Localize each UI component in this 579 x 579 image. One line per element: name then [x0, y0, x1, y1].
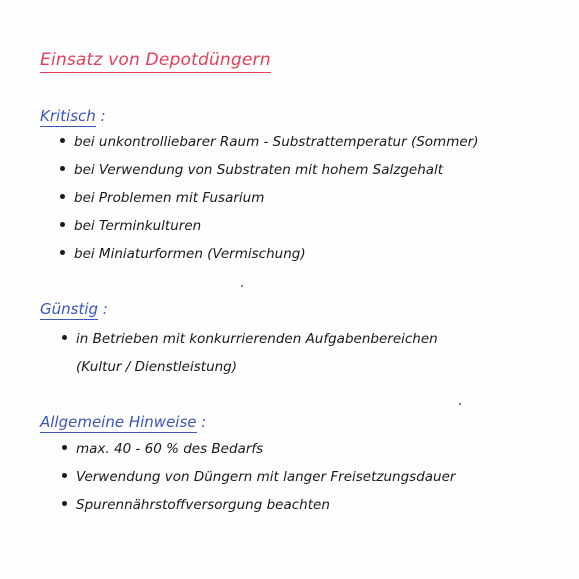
list-item: [60, 134, 478, 150]
list-item-text: bei Problemen mit Fusarium: [74, 190, 265, 206]
section-heading-allgemeine-hinweise: [40, 413, 206, 431]
list-item: [60, 218, 201, 234]
list-item-text: in Betrieben mit konkurrierenden Aufgabenbereichen: [76, 331, 438, 347]
bullet-icon: [60, 194, 65, 199]
list-item: [62, 441, 263, 457]
section-heading-label: Günstig: [40, 300, 99, 318]
list-item: [60, 246, 306, 262]
bullet-icon: [62, 501, 67, 506]
bullet-icon: [60, 166, 65, 171]
scan-speck: [459, 403, 461, 405]
section-heading-colon: :: [98, 300, 108, 318]
list-item: [62, 497, 330, 513]
list-item-text: bei unkontrolliebarer Raum - Substrattemperatur (Sommer): [74, 134, 479, 150]
section-heading-guenstig: [40, 300, 108, 318]
section-heading-kritisch: [40, 107, 106, 125]
list-item: [62, 331, 438, 347]
list-item-continuation: [76, 359, 237, 375]
section-heading-colon: :: [196, 413, 207, 431]
bullet-icon: [60, 250, 65, 255]
bullet-icon: [60, 222, 65, 227]
list-item-text: max. 40 - 60 % des Bedarfs: [76, 441, 264, 457]
list-item-text: Verwendung von Düngern mit langer Freisetzungsdauer: [76, 469, 456, 485]
list-item-text: (Kultur / Dienstleistung): [76, 359, 238, 375]
page-title: Einsatz von Depotdüngern: [40, 50, 271, 73]
list-item-text: Spurennährstoffversorgung beachten: [76, 497, 330, 513]
list-item-text: bei Terminkulturen: [74, 218, 202, 234]
bullet-icon: [62, 473, 67, 478]
bullet-icon: [62, 445, 67, 450]
section-heading-colon: :: [95, 107, 106, 125]
section-heading-label: Allgemeine Hinweise: [40, 413, 197, 431]
list-item-text: bei Miniaturformen (Vermischung): [74, 246, 306, 262]
list-item: [60, 190, 264, 206]
list-item: [62, 469, 455, 485]
section-heading-label: Kritisch: [40, 107, 96, 125]
bullet-icon: [62, 335, 67, 340]
bullet-icon: [60, 138, 65, 143]
scan-speck: [241, 285, 243, 287]
list-item-text: bei Verwendung von Substraten mit hohem Salzgehalt: [74, 162, 444, 178]
list-item: [60, 162, 443, 178]
